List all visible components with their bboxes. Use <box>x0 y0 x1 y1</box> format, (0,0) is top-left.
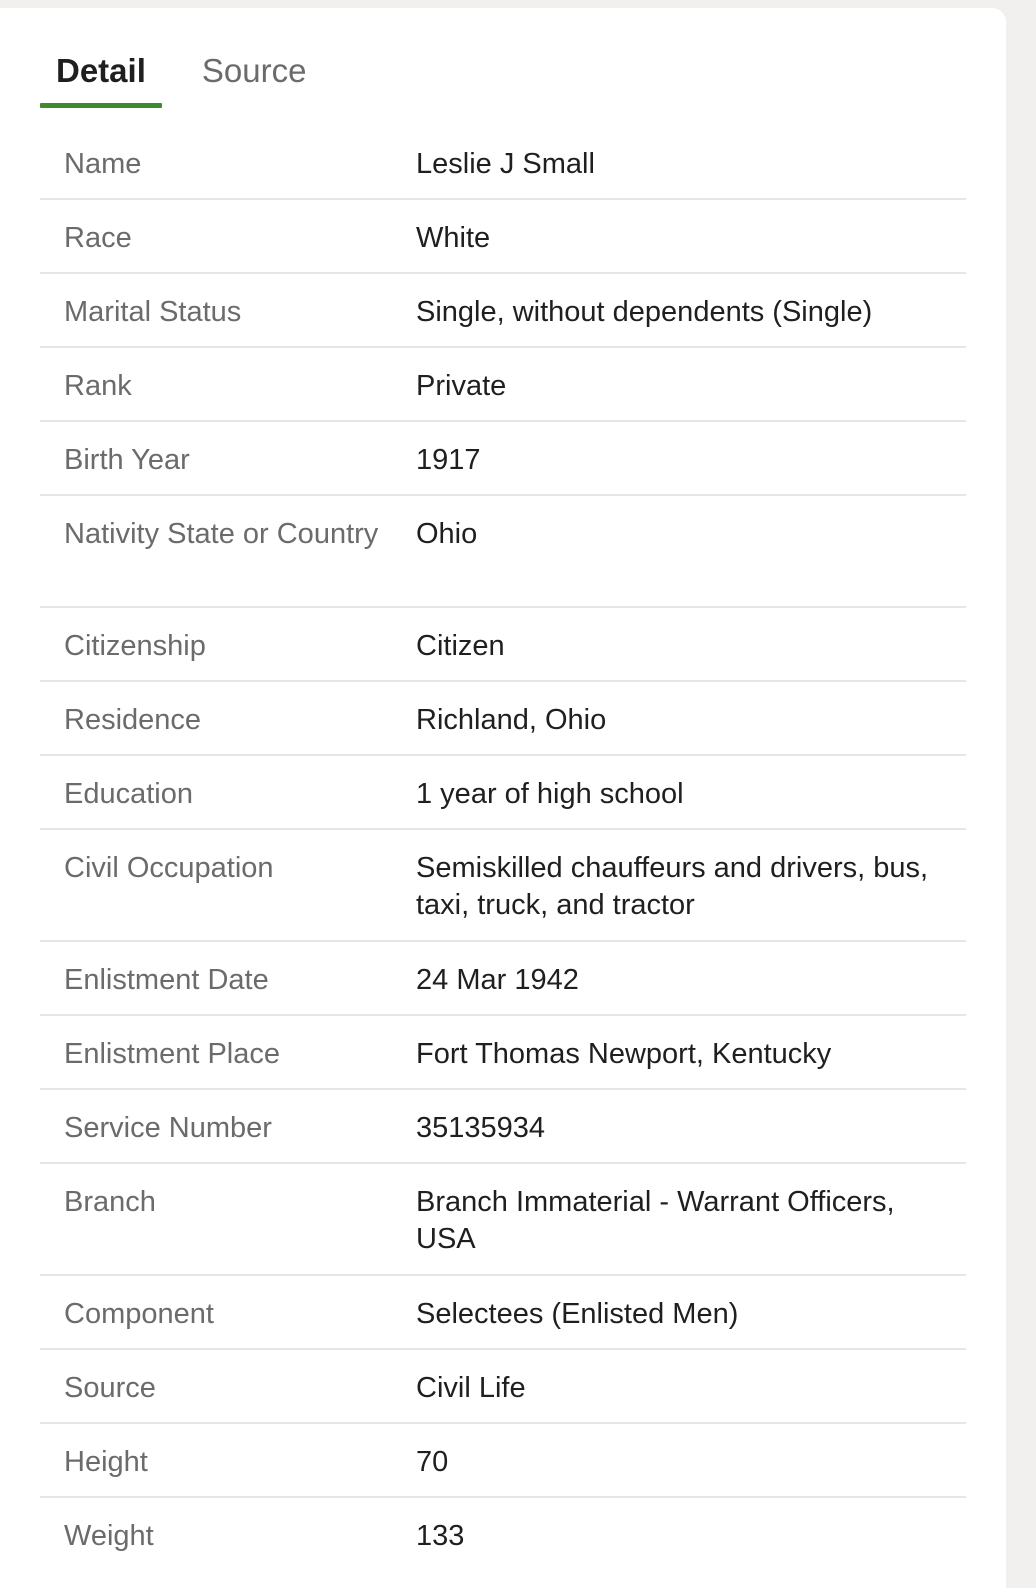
active-tab-indicator <box>40 103 162 108</box>
row-value: Leslie J Small <box>416 148 595 180</box>
row-label: Citizenship <box>64 630 206 662</box>
row-value: Ohio <box>416 518 478 550</box>
detail-row-race <box>40 200 966 274</box>
detail-row-civil-occupation <box>40 830 966 942</box>
row-value: Private <box>416 370 507 402</box>
row-label: Residence <box>64 704 202 736</box>
detail-row-rank <box>40 348 966 422</box>
row-value: Semiskilled chauffeurs and drivers, bus, taxi, truck, and tractor <box>416 852 929 921</box>
row-value: 24 Mar 1942 <box>416 964 579 996</box>
tab-detail-label: Detail <box>56 52 146 89</box>
row-label: Enlistment Place <box>64 1038 280 1070</box>
row-value: 1917 <box>416 444 481 476</box>
detail-table <box>40 126 966 1572</box>
row-value: 133 <box>416 1520 465 1552</box>
row-value: 70 <box>416 1446 449 1478</box>
row-value: Selectees (Enlisted Men) <box>416 1298 739 1330</box>
row-label: Component <box>64 1298 214 1330</box>
row-label: Nativity State or Country <box>64 518 379 550</box>
detail-row-enlistment-date <box>40 942 966 1016</box>
detail-row-enlistment-place <box>40 1016 966 1090</box>
detail-row-height <box>40 1424 966 1498</box>
row-label: Branch <box>64 1186 156 1218</box>
detail-row-education <box>40 756 966 830</box>
detail-row-citizenship <box>40 608 966 682</box>
record-detail-card <box>0 8 1006 1588</box>
row-value: Fort Thomas Newport, Kentucky <box>416 1038 832 1070</box>
tab-source[interactable] <box>186 8 323 108</box>
detail-row-nativity <box>40 496 966 608</box>
row-value: 1 year of high school <box>416 778 684 810</box>
tab-source-label: Source <box>201 52 307 89</box>
row-value: Single, without dependents (Single) <box>416 296 873 328</box>
row-label: Education <box>64 778 193 810</box>
row-value: Citizen <box>416 630 505 662</box>
detail-row-source <box>40 1350 966 1424</box>
row-label: Birth Year <box>64 444 190 476</box>
detail-row-service-number <box>40 1090 966 1164</box>
tab-detail[interactable] <box>40 8 162 108</box>
detail-row-marital-status <box>40 274 966 348</box>
row-value: 35135934 <box>416 1112 546 1144</box>
detail-row-residence <box>40 682 966 756</box>
row-label: Marital Status <box>64 296 242 328</box>
row-label: Source <box>64 1372 156 1404</box>
row-value: Richland, Ohio <box>416 704 607 736</box>
row-label: Name <box>64 148 142 180</box>
row-value: White <box>416 222 491 254</box>
row-value: Civil Life <box>416 1372 526 1404</box>
row-label: Service Number <box>64 1112 272 1144</box>
row-label: Rank <box>64 370 132 402</box>
tab-bar <box>40 8 322 108</box>
detail-row-branch <box>40 1164 966 1276</box>
row-label: Race <box>64 222 132 254</box>
row-label: Civil Occupation <box>64 852 274 884</box>
row-value: Branch Immaterial - Warrant Officers, USA <box>416 1186 895 1255</box>
row-label: Height <box>64 1446 148 1478</box>
row-label: Enlistment Date <box>64 964 269 996</box>
detail-row-weight <box>40 1498 966 1572</box>
detail-row-birth-year <box>40 422 966 496</box>
detail-row-component <box>40 1276 966 1350</box>
detail-row-name <box>40 126 966 200</box>
row-label: Weight <box>64 1520 154 1552</box>
